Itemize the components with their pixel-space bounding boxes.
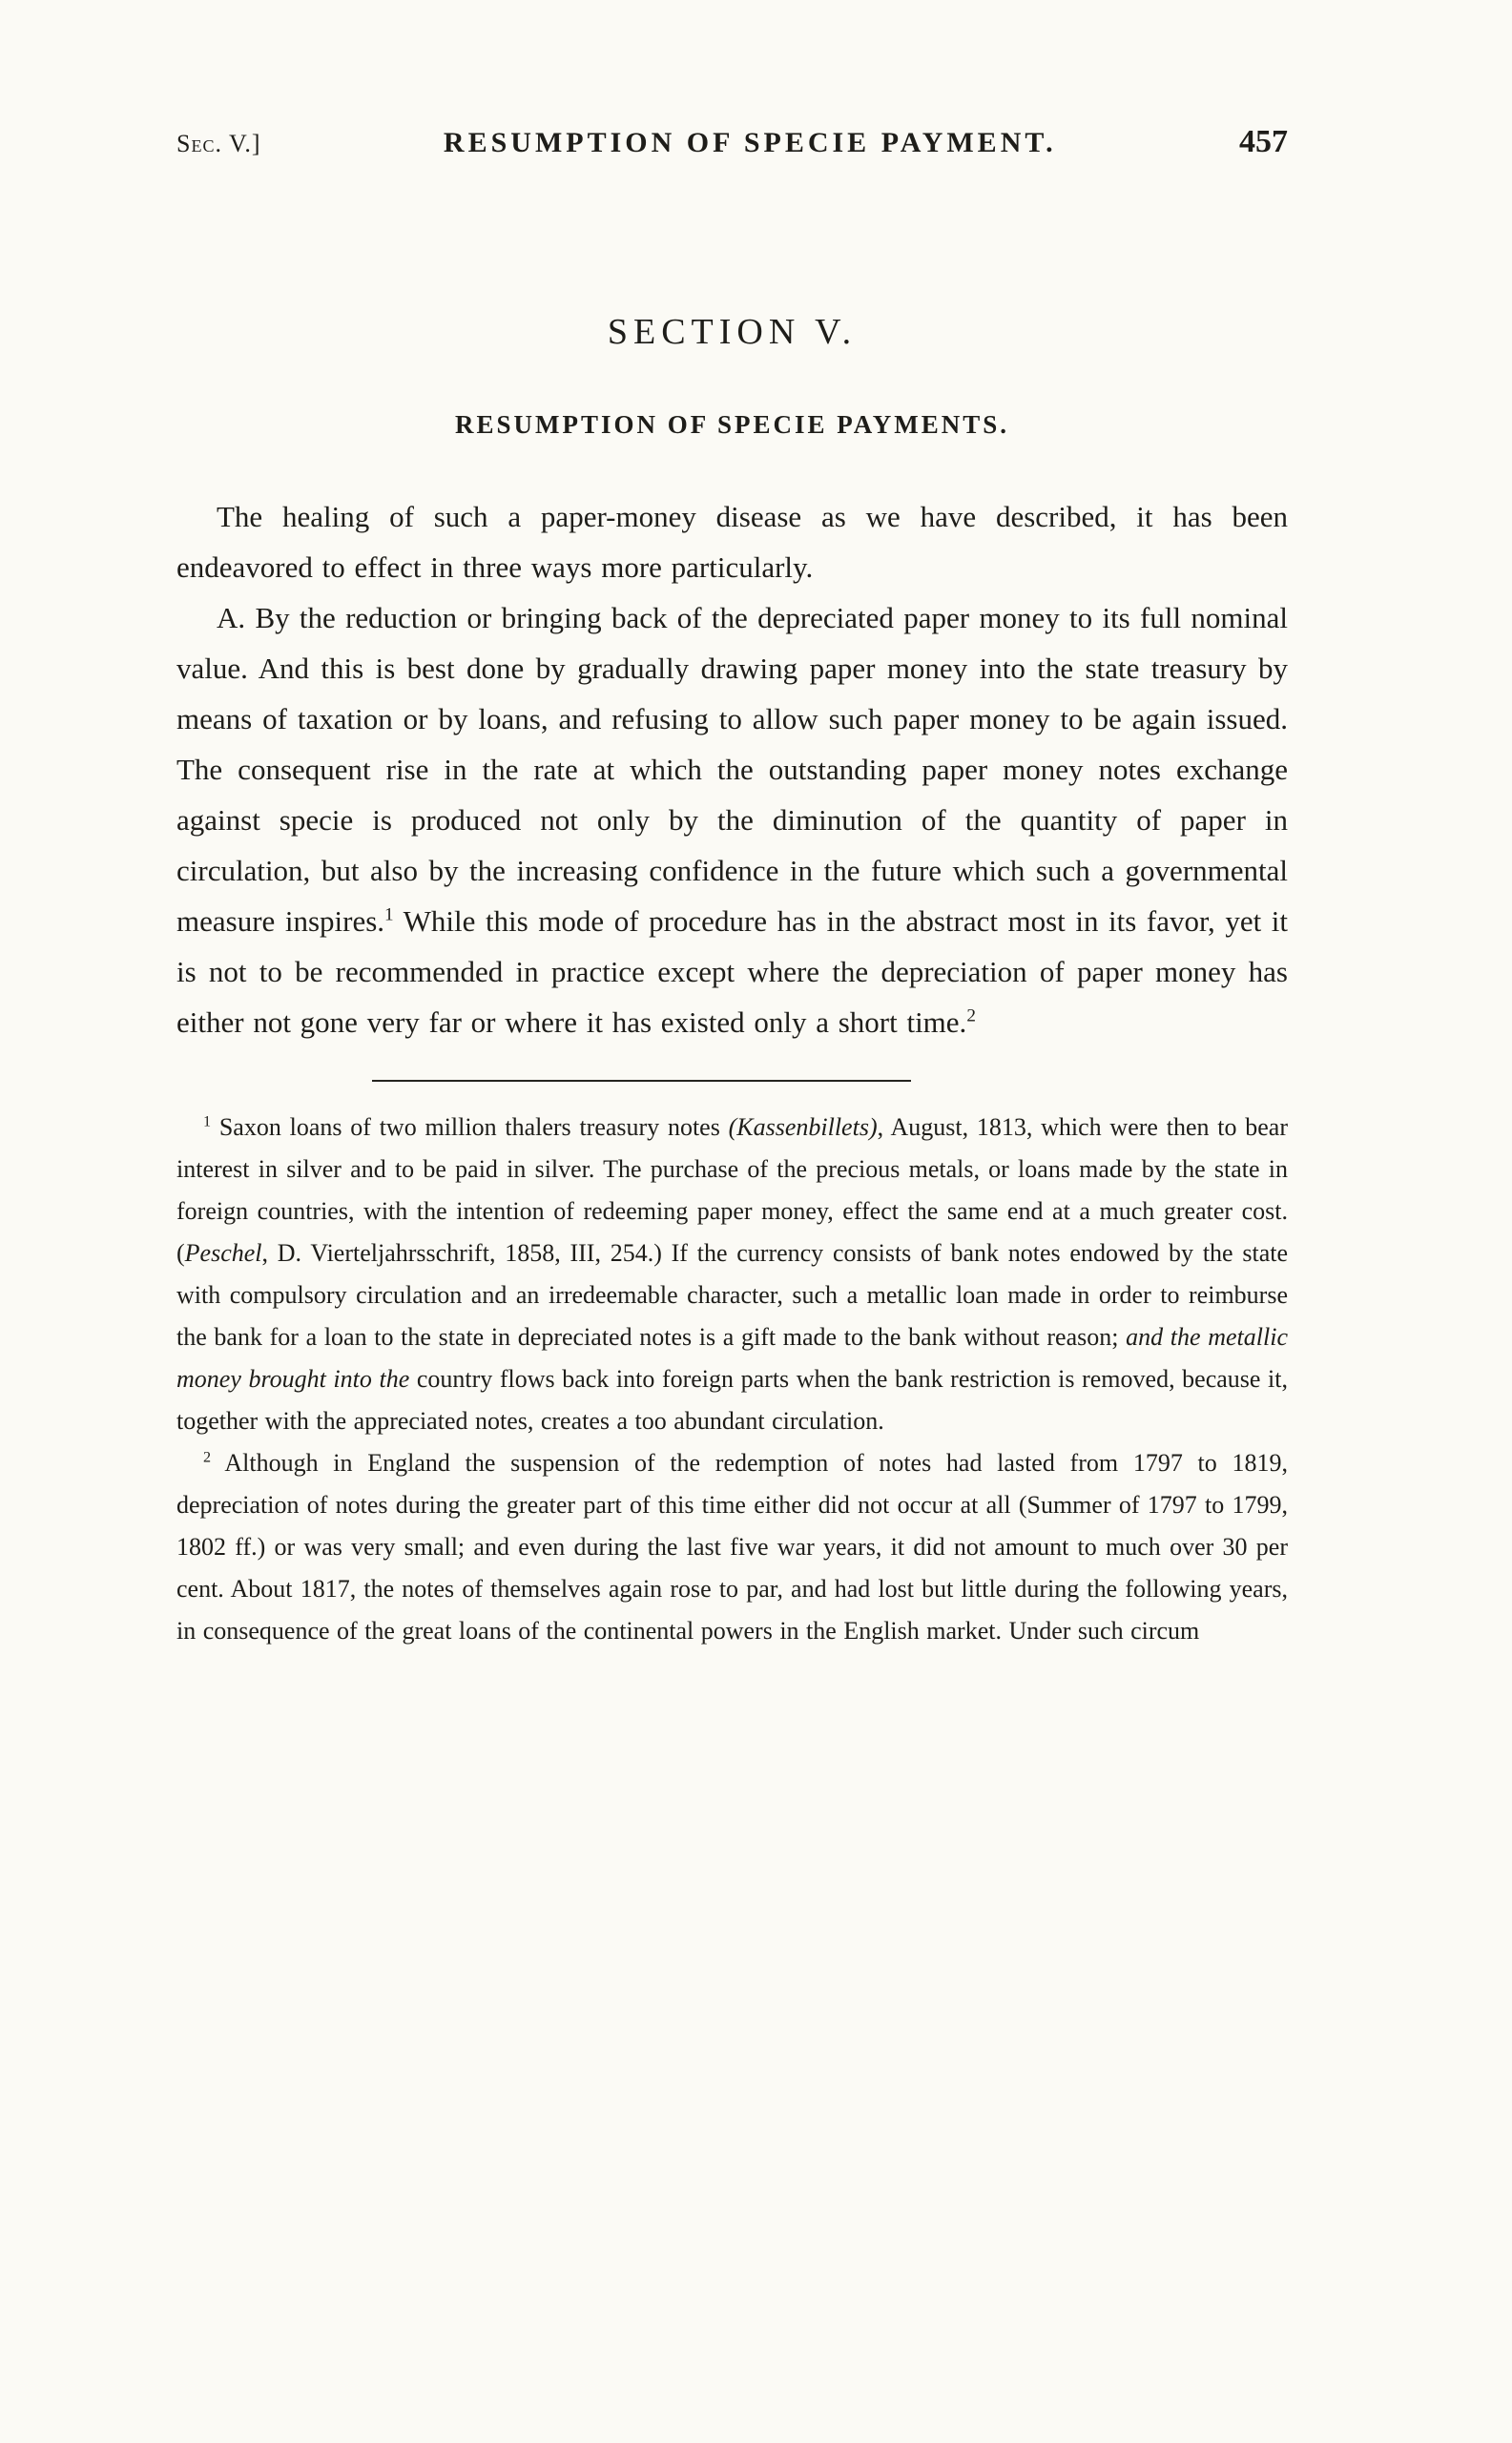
footnote-2 [176, 1442, 1288, 1652]
text-run: and the metallic money brought into the [176, 1323, 1288, 1393]
text-run: , D. Vierteljahrsschrift, 1858, III, 254.) If the currency consists of bank notes endowed by the state with compulsory circulation and an irredeemable character, such a metallic loan made in order to reimburse the bank for a loan to the state in depreciated notes is a gift made to the bank without reason; [176, 1239, 1288, 1351]
paragraph-2 [176, 592, 1288, 1047]
running-title: RESUMPTION OF SPECIE PAYMENT. [443, 127, 1057, 158]
footnote-marker: 1 [203, 1113, 212, 1130]
text-run: The healing of such a paper-money disease as we have described, it has been endeavored to effect in three ways more particularly. [176, 500, 1288, 584]
section-subtitle: RESUMPTION OF SPECIE PAYMENTS. [454, 410, 1010, 439]
running-header [176, 124, 1288, 160]
text-run: While this mode of procedure has in the abstract most in its favor, yet it is not to be recommended in practice except where the depreciation of paper money has either not gone very far or where it has existed only a short time. [176, 904, 1289, 1039]
paragraph-1 [176, 491, 1288, 592]
body-text [176, 491, 1288, 1047]
footnote-separator [372, 1080, 911, 1082]
page-number: 457 [1239, 124, 1288, 159]
footnote-1 [176, 1107, 1288, 1442]
text-run: , August, 1813, which were then to bear interest in silver and to be paid in silver. The purchase of the precious metals, or loans made by the state in foreign countries, with the intention of redeeming paper money, effect the same end at a much greater cost. ( [176, 1113, 1288, 1267]
footnotes [176, 1107, 1288, 1652]
footnote-marker: 1 [384, 904, 394, 925]
text-run: (Kassenbillets) [728, 1113, 878, 1141]
section-marker: Sec. V.] [176, 130, 261, 157]
footnote-marker: 2 [203, 1449, 212, 1466]
text-run: Although in England the suspension of the redemption of notes had lasted from 1797 to 1819, depreciation of notes during the greater part of this time either did not occur at all (Summer of 1797 to 1799, 1802 ff.) or was very small; and even during the last five war years, it did not amount to much over 30 per cent. About 1817, the notes of themselves again rose to par, and had lost but little during the following years, in consequence of the great loans of the continental powers in the English market. Under such circum [176, 1449, 1288, 1645]
footnote-marker: 2 [966, 1005, 976, 1026]
text-run: Peschel [184, 1239, 262, 1267]
text-run: country flows back into foreign parts when the bank restriction is removed, because it, together with the appreciated notes, creates a too abundant circulation. [176, 1365, 1288, 1435]
text-run: Saxon loans of two million thalers treasury notes [211, 1113, 729, 1141]
text-run: A. By the reduction or bringing back of the depreciated paper money to its full nominal value. And this is best done by gradually drawing paper money into the state treasury by means of taxation or by loans, and refusing to allow such paper money to be again issued. The consequent rise in the rate at which the outstanding paper money notes exchange against specie is produced not only by the diminution of the quantity of paper in circulation, but also by the increasing confidence in the future which such a governmental measure inspires. [176, 601, 1288, 938]
section-title: SECTION V. [607, 312, 858, 352]
